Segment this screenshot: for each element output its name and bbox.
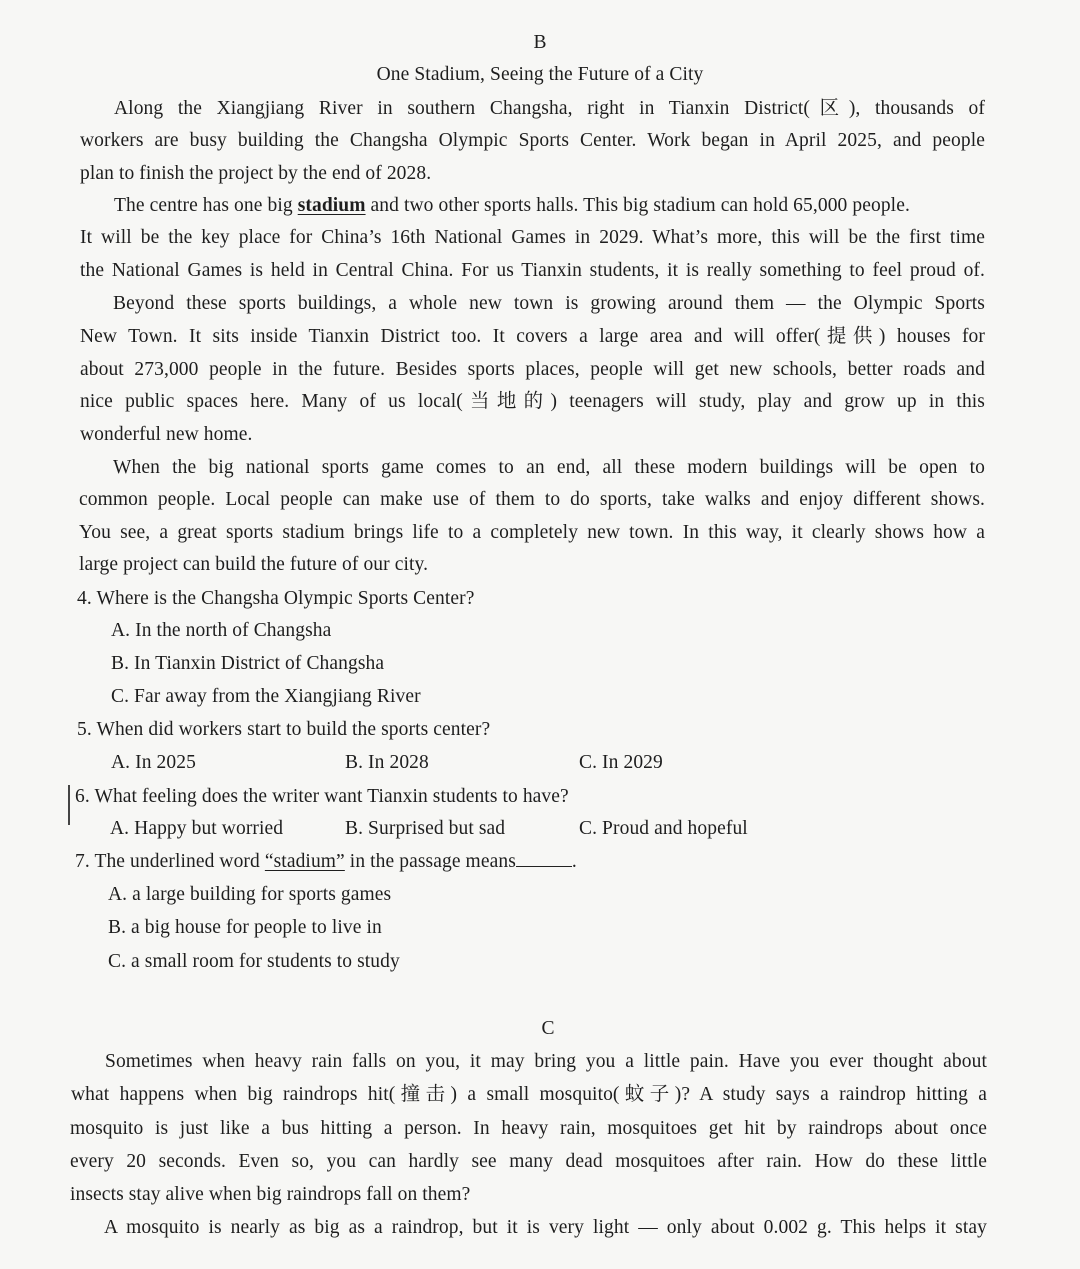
passage-b-line: It will be the key place for China’s 16th National Games in 2029. What’s more, this will be the first time [80, 227, 985, 248]
passage-b-line: wonderful new home. [80, 424, 253, 445]
passage-b-line: common people. Local people can make use of them to do sports, take walks and enjoy different shows. [79, 489, 985, 510]
question-6-option-c: C. Proud and hopeful [579, 818, 748, 839]
passage-b-text: The centre has one big [114, 195, 298, 216]
passage-c-line: what happens when big raindrops hit(撞击) a small mosquito(蚊子)? A study says a raindrop hitting a [71, 1084, 987, 1105]
question-4-stem: 4. Where is the Changsha Olympic Sports Center? [77, 588, 475, 609]
passage-b-line: Along the Xiangjiang River in southern Changsha, right in Tianxin District(区), thousands of [114, 98, 985, 119]
question-6-stem: 6. What feeling does the writer want Tianxin students to have? [75, 786, 569, 807]
passage-b-line: plan to finish the project by the end of 2028. [80, 163, 432, 184]
question-7-text: in the passage means [344, 851, 516, 872]
passage-b-line: the National Games is held in Central China. For us Tianxin students, it is really something to feel proud of. [80, 260, 985, 281]
passage-b-title: One Stadium, Seeing the Future of a City [376, 64, 704, 85]
question-7-underlined-word: “stadium” [264, 851, 345, 872]
question-4-option-b: B. In Tianxin District of Changsha [111, 653, 385, 674]
question-5-option-a: A. In 2025 [111, 752, 196, 773]
passage-b-line: large project can build the future of our city. [79, 554, 429, 575]
question-7-stem [75, 849, 577, 875]
passage-b-line: When the big national sports game comes to an end, all these modern buildings will be open to [113, 457, 985, 478]
passage-b-line: New Town. It sits inside Tianxin District too. It covers a large area and will offer(提供) houses for [80, 326, 985, 347]
passage-c-line: every 20 seconds. Even so, you can hardly see many dead mosquitoes after rain. How do these little [70, 1151, 987, 1172]
question-7-option-b: B. a big house for people to live in [108, 917, 382, 938]
question-7-text: . [571, 851, 577, 872]
underlined-word-stadium: stadium [297, 195, 366, 216]
passage-c-line: A mosquito is nearly as big as a raindrop, but it is very light — only about 0.002 g. This helps it stay [104, 1217, 987, 1238]
question-7-option-a: A. a large building for sports games [108, 884, 392, 905]
passage-c-line: mosquito is just like a bus hitting a person. In heavy rain, mosquitoes get hit by raindrops about once [70, 1118, 987, 1139]
passage-b-line: Beyond these sports buildings, a whole new town is growing around them — the Olympic Sports [113, 293, 985, 314]
question-7-option-c: C. a small room for students to study [108, 951, 400, 972]
question-6-option-a: A. Happy but worried [110, 818, 284, 839]
question-4-option-c: C. Far away from the Xiangjiang River [111, 686, 421, 707]
question-5-option-c: C. In 2029 [579, 752, 663, 773]
passage-b-text: and two other sports halls. This big stadium can hold 65,000 people. [365, 195, 910, 216]
section-c-label: C [541, 1018, 555, 1039]
margin-mark [68, 785, 70, 825]
section-b-label: B [533, 32, 547, 53]
passage-b-line [114, 193, 985, 219]
passage-c-line: insects stay alive when big raindrops fall on them? [70, 1184, 471, 1205]
question-5-option-b: B. In 2028 [345, 752, 429, 773]
passage-b-line: You see, a great sports stadium brings life to a completely new town. In this way, it clearly shows how a [79, 522, 985, 543]
question-7-text: 7. The underlined word [75, 851, 265, 872]
passage-b-line: about 273,000 people in the future. Besides sports places, people will get new schools, better roads and [80, 359, 985, 380]
question-4-option-a: A. In the north of Changsha [111, 620, 332, 641]
answer-blank[interactable] [516, 850, 572, 867]
passage-c-line: Sometimes when heavy rain falls on you, it may bring you a little pain. Have you ever thought about [105, 1051, 987, 1072]
question-5-stem: 5. When did workers start to build the sports center? [77, 719, 491, 740]
passage-b-line: nice public spaces here. Many of us local(当地的) teenagers will study, play and grow up in this [80, 391, 985, 412]
question-6-option-b: B. Surprised but sad [345, 818, 506, 839]
passage-b-line: workers are busy building the Changsha Olympic Sports Center. Work began in April 2025, and people [80, 130, 985, 151]
